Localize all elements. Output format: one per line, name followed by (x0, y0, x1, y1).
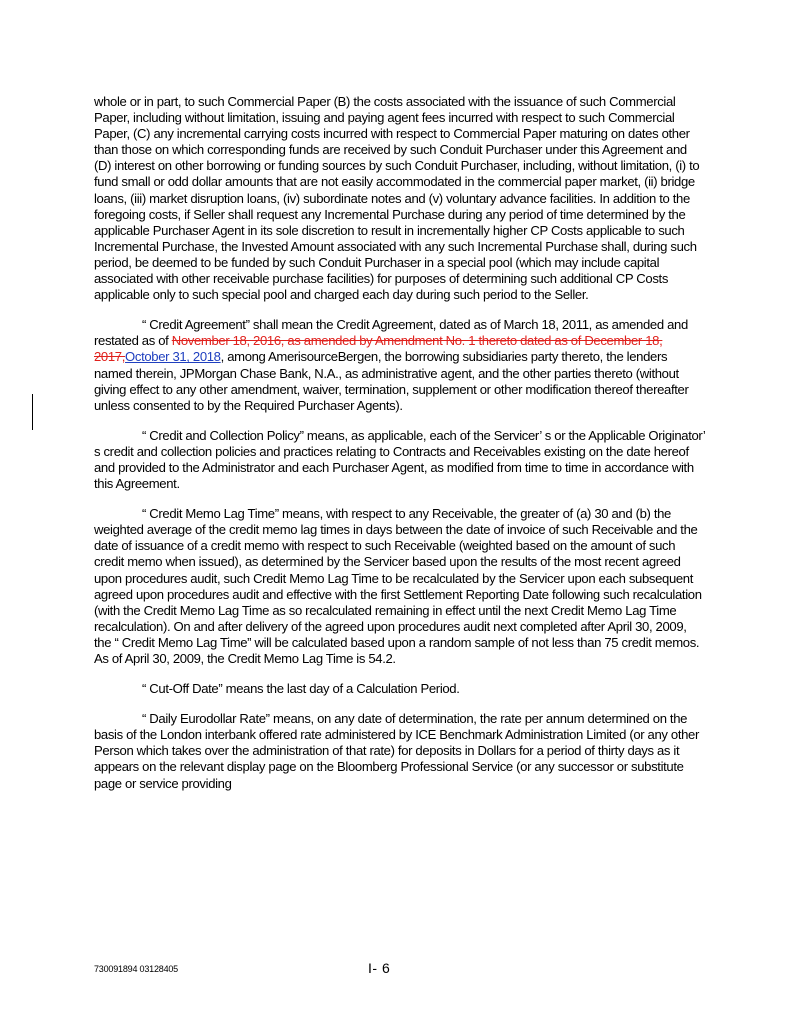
definition-credit-memo-lag-time: “ Credit Memo Lag Time” means, with respect to any Receivable, the greater of (a) 30 and (b) the weighted average of the credit memo lag times in days between the date of invoice of such Receivable and the date of issuance of a credit memo with respect to such Receivable (weighted based on the amount of such credit memo when issued), as determined by the Servicer based upon the results of the most recent agreed upon procedures audit, such Credit Memo Lag Time to be recalculated by the Servicer upon each subsequent agreed upon procedures audit and effective with the first Settlement Reporting Date following such recalculation (with the Credit Memo Lag Time as so recalculated remaining in effect until the next Credit Memo Lag Time recalculation). On and after delivery of the agreed upon procedures audit next completed after April 30, 2009, the “ Credit Memo Lag Time” will be calculated based upon a random sample of not less than 75 credit memos. As of April 30, 2009, the Credit Memo Lag Time is 54.2. (94, 506, 702, 666)
document-body (94, 94, 706, 806)
deleted-text: November 18, 2016, as amended by Amendment No. 1 thereto dated as of December 18, 2017, (94, 333, 663, 365)
inserted-text: October 31, 2018 (125, 349, 221, 365)
definition-cut-off-date: “ Cut-Off Date” means the last day of a Calculation Period. (142, 681, 460, 697)
definition-credit-and-collection-policy: “ Credit and Collection Policy” means, as applicable, each of the Servicer’ s or the Applicable Originator’ s credit and collection policies and practices relating to Contracts and Receivables existing on the date hereof and provided to the Administrator and each Purchaser Agent, as modified from time to time in accordance with this Agreement. (94, 427, 705, 492)
definition-credit-agreement (94, 317, 706, 414)
credit-agreement-text-after: , among AmerisourceBergen, the borrowing subsidiaries party thereto, the lenders named therein, JPMorgan Chase Bank, N.A., as administrative agent, and the other parties thereto (without giving effect to any other amendment, waiver, termination, supplement or other modification thereof thereafter unless consented to by the Required Purchaser Agents). (94, 349, 689, 413)
page-number: I- 6 (368, 960, 391, 976)
revision-change-bar (32, 394, 33, 430)
definition-daily-eurodollar-rate: “ Daily Eurodollar Rate” means, on any date of determination, the rate per annum determined on the basis of the London interbank offered rate administered by ICE Benchmark Administration Limited (or any other Person which takes over the administration of that rate) for deposits in Dollars for a period of thirty days as it appears on the relevant display page on the Bloomberg Professional Service (or any successor or substitute page or service providing (94, 711, 700, 791)
document-id: 730091894 03128405 (94, 964, 178, 974)
credit-agreement-text-before: “ Credit Agreement” shall mean the Credit Agreement, dated as of March 18, 2011, as amended and restated as of (94, 317, 688, 349)
paragraph-cp-costs-continuation: whole or in part, to such Commercial Paper (B) the costs associated with the issuance of such Commercial Paper, including without limitation, issuing and paying agent fees incurred with respect to such Commercial Paper, (C) any incremental carrying costs incurred with respect to Commercial Paper maturing on dates other than those on which corresponding funds are received by such Conduit Purchaser under this Agreement and (D) interest on other borrowing or funding sources by such Conduit Purchaser, including, without limitation, (i) to fund small or odd dollar amounts that are not easily accommodated in the commercial paper market, (ii) bridge loans, (iii) market disruption loans, (iv) subordinate notes and (v) voluntary advance facilities. In addition to the foregoing costs, if Seller shall request any Incremental Purchase during any period of time determined by the applicable Purchaser Agent in its sole discretion to result in incrementally higher CP Costs applicable to such Incremental Purchase, the Invested Amount associated with any such Incremental Purchase shall, during such period, be deemed to be funded by such Conduit Purchaser in a special pool (which may include capital associated with other receivable purchase facilities) for purposes of determining such additional CP Costs applicable only to such special pool and charged each day during such period to the Seller. (94, 94, 700, 303)
